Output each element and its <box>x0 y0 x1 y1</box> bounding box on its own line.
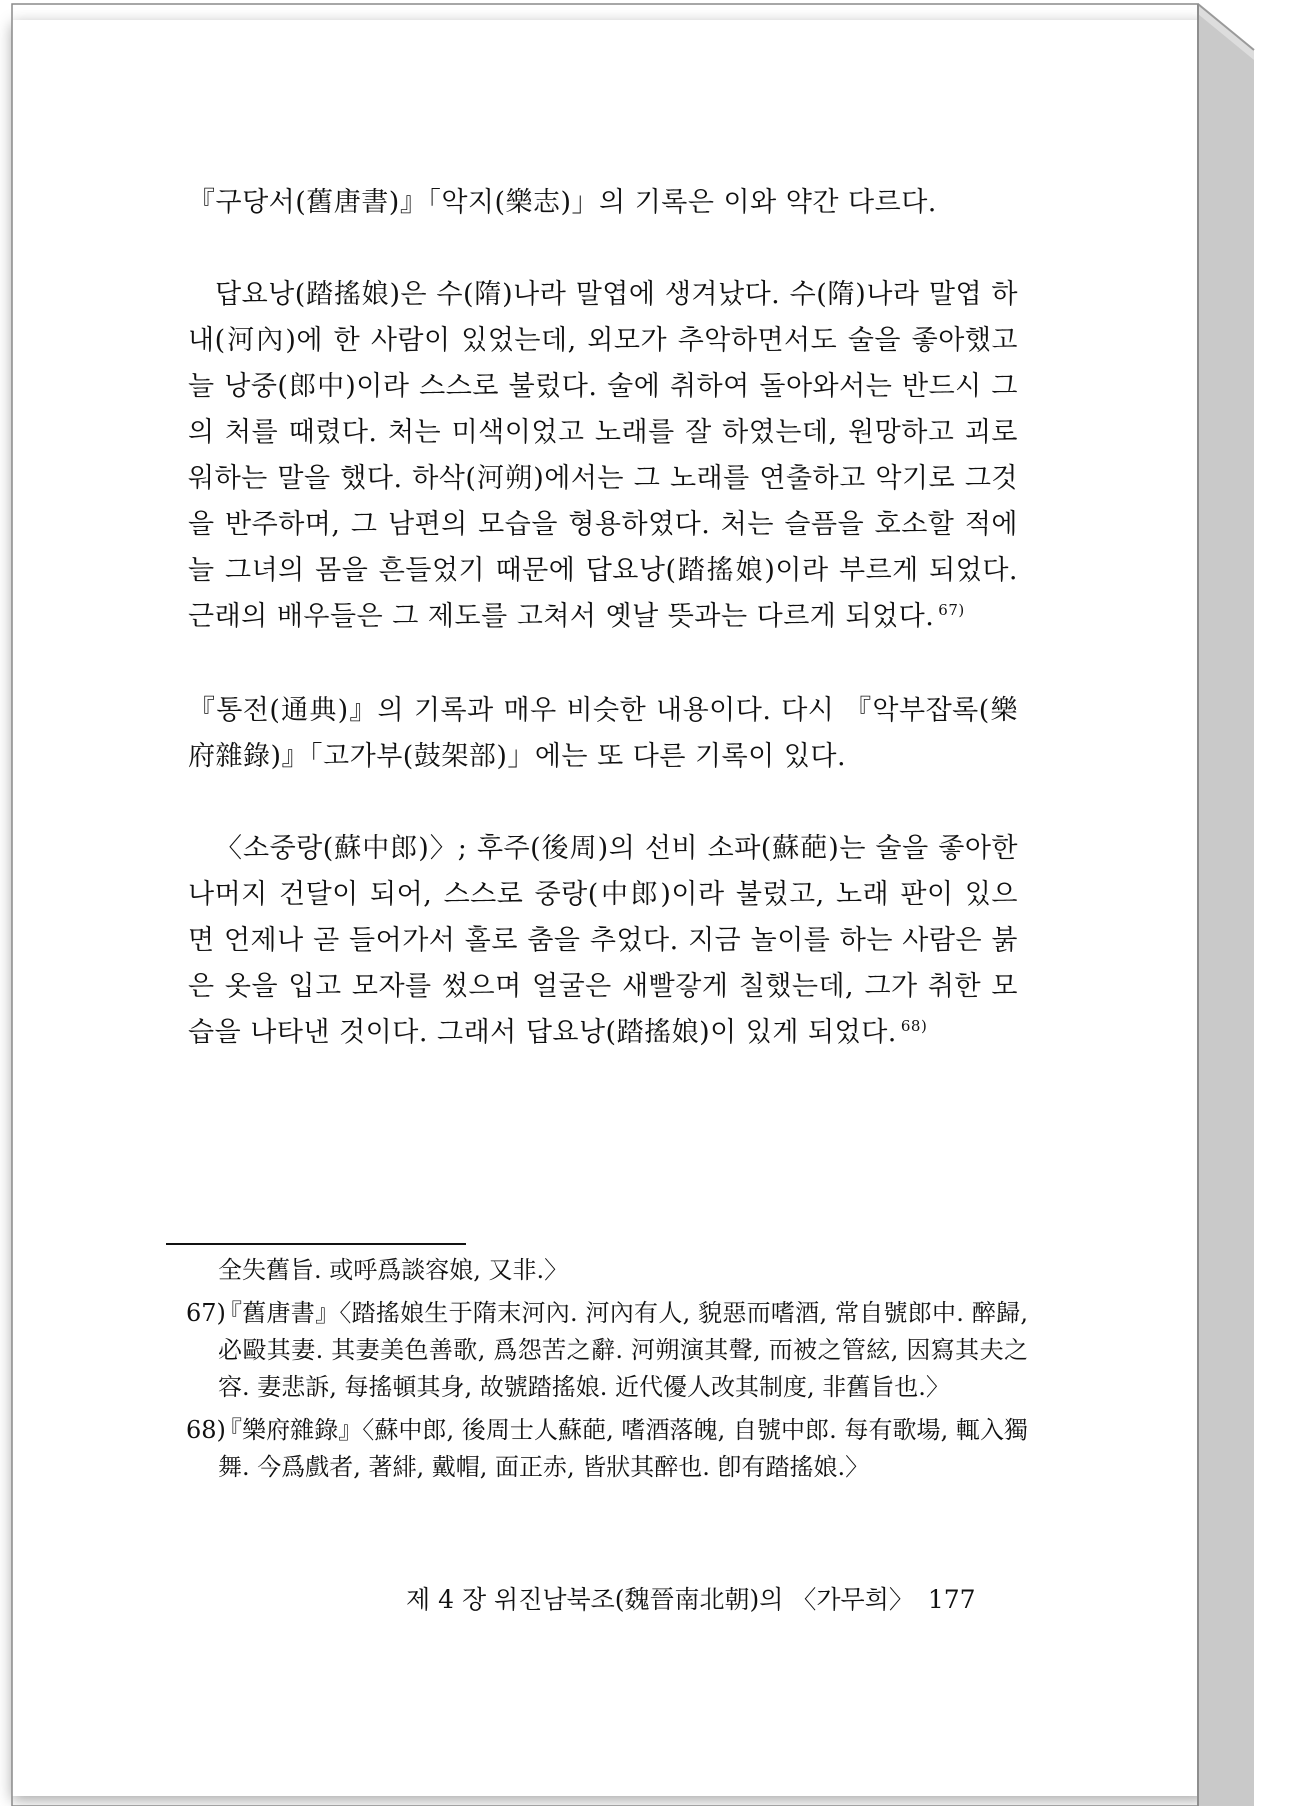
footnote-number: 68) <box>186 1416 226 1444</box>
quote-text: 답요낭(踏搖娘)은 수(隋)나라 말엽에 생겨났다. 수(隋)나라 말엽 하내(河內)에 한 사람이 있었는데, 외모가 추악하면서도 술을 좋아했고 늘 낭중(郎中)이라 스스로 불렀다. 술에 취하여 돌아와서는 반드시 그의 처를 때렸다. 처는 미색이었고 노래를 잘 하였는데, 원망하고 괴로워하는 말을 했다. 하삭(河朔)에서는 그 노래를 연출하고 악기로 그것을 반주하며, 그 남편의 모습을 형용하였다. 처는 슬픔을 호소할 적에 늘 그녀의 몸을 흔들었기 때문에 답요낭(踏搖娘)이라 부르게 되었다. 근래의 배우들은 그 제도를 고쳐서 옛날 뜻과는 다르게 되었다. <box>188 279 1018 632</box>
paragraph-quote-old-tang <box>188 272 1018 640</box>
footnote-ref-68: 68) <box>900 1017 928 1035</box>
body-text <box>188 180 1018 1056</box>
footnotes <box>186 1252 1028 1492</box>
footnote-ref-67: 67) <box>938 601 965 619</box>
footnote-continuation: 全失舊旨. 或呼爲談容娘, 又非.〉 <box>218 1256 569 1284</box>
footnote-68 <box>186 1412 1028 1486</box>
page-number: 177 <box>927 1585 976 1614</box>
footnote-divider <box>166 1243 466 1245</box>
quote-text: 〈소중랑(蘇中郎)〉; 후주(後周)의 선비 소파(蘇葩)는 술을 좋아한 나머지 건달이 되어, 스스로 중랑(中郎)이라 불렀고, 노래 판이 있으면 언제나 곧 들어가서 홀로 춤을 추었다. 지금 놀이를 하는 사람은 붉은 옷을 입고 모자를 썼으며 얼굴은 새빨갛게 칠했는데, 그가 취한 모습을 나타낸 것이다. 그래서 답요낭(踏搖娘)이 있게 되었다. <box>188 833 1018 1048</box>
paragraph-intro: 『구당서(舊唐書)』「악지(樂志)」의 기록은 이와 약간 다르다. <box>188 187 937 218</box>
footnote-text: 『舊唐書』〈踏搖娘生于隋末河內. 河內有人, 貌惡而嗜酒, 常自號郎中. 醉歸, 必毆其妻. 其妻美色善歌, 爲怨苦之辭. 河朔演其聲, 而被之管絃, 因寫其夫之容. 妻悲訴, 每搖頓其身, 故號踏搖娘. 近代優人改其制度, 非舊旨也.〉 <box>218 1299 1028 1401</box>
chapter-title: 제 4 장 위진남북조(魏晉南北朝)의 〈가무희〉 <box>406 1585 914 1614</box>
footnote-number: 67) <box>186 1299 226 1327</box>
paragraph-comparison: 『통전(通典)』의 기록과 매우 비슷한 내용이다. 다시 『악부잡록(樂府雜錄)』「고가부(鼓架部)」에는 또 다른 기록이 있다. <box>188 695 1018 772</box>
running-footer <box>406 1582 1006 1618</box>
paragraph-quote-yuefu <box>188 826 1018 1056</box>
footnote-text: 『樂府雜錄』〈蘇中郎, 後周士人蘇葩, 嗜酒落魄, 自號中郎. 每有歌場, 輒入獨舞. 今爲戲者, 著緋, 戴帽, 面正赤, 皆狀其醉也. 卽有踏搖娘.〉 <box>218 1416 1028 1481</box>
footnote-67 <box>186 1295 1028 1406</box>
